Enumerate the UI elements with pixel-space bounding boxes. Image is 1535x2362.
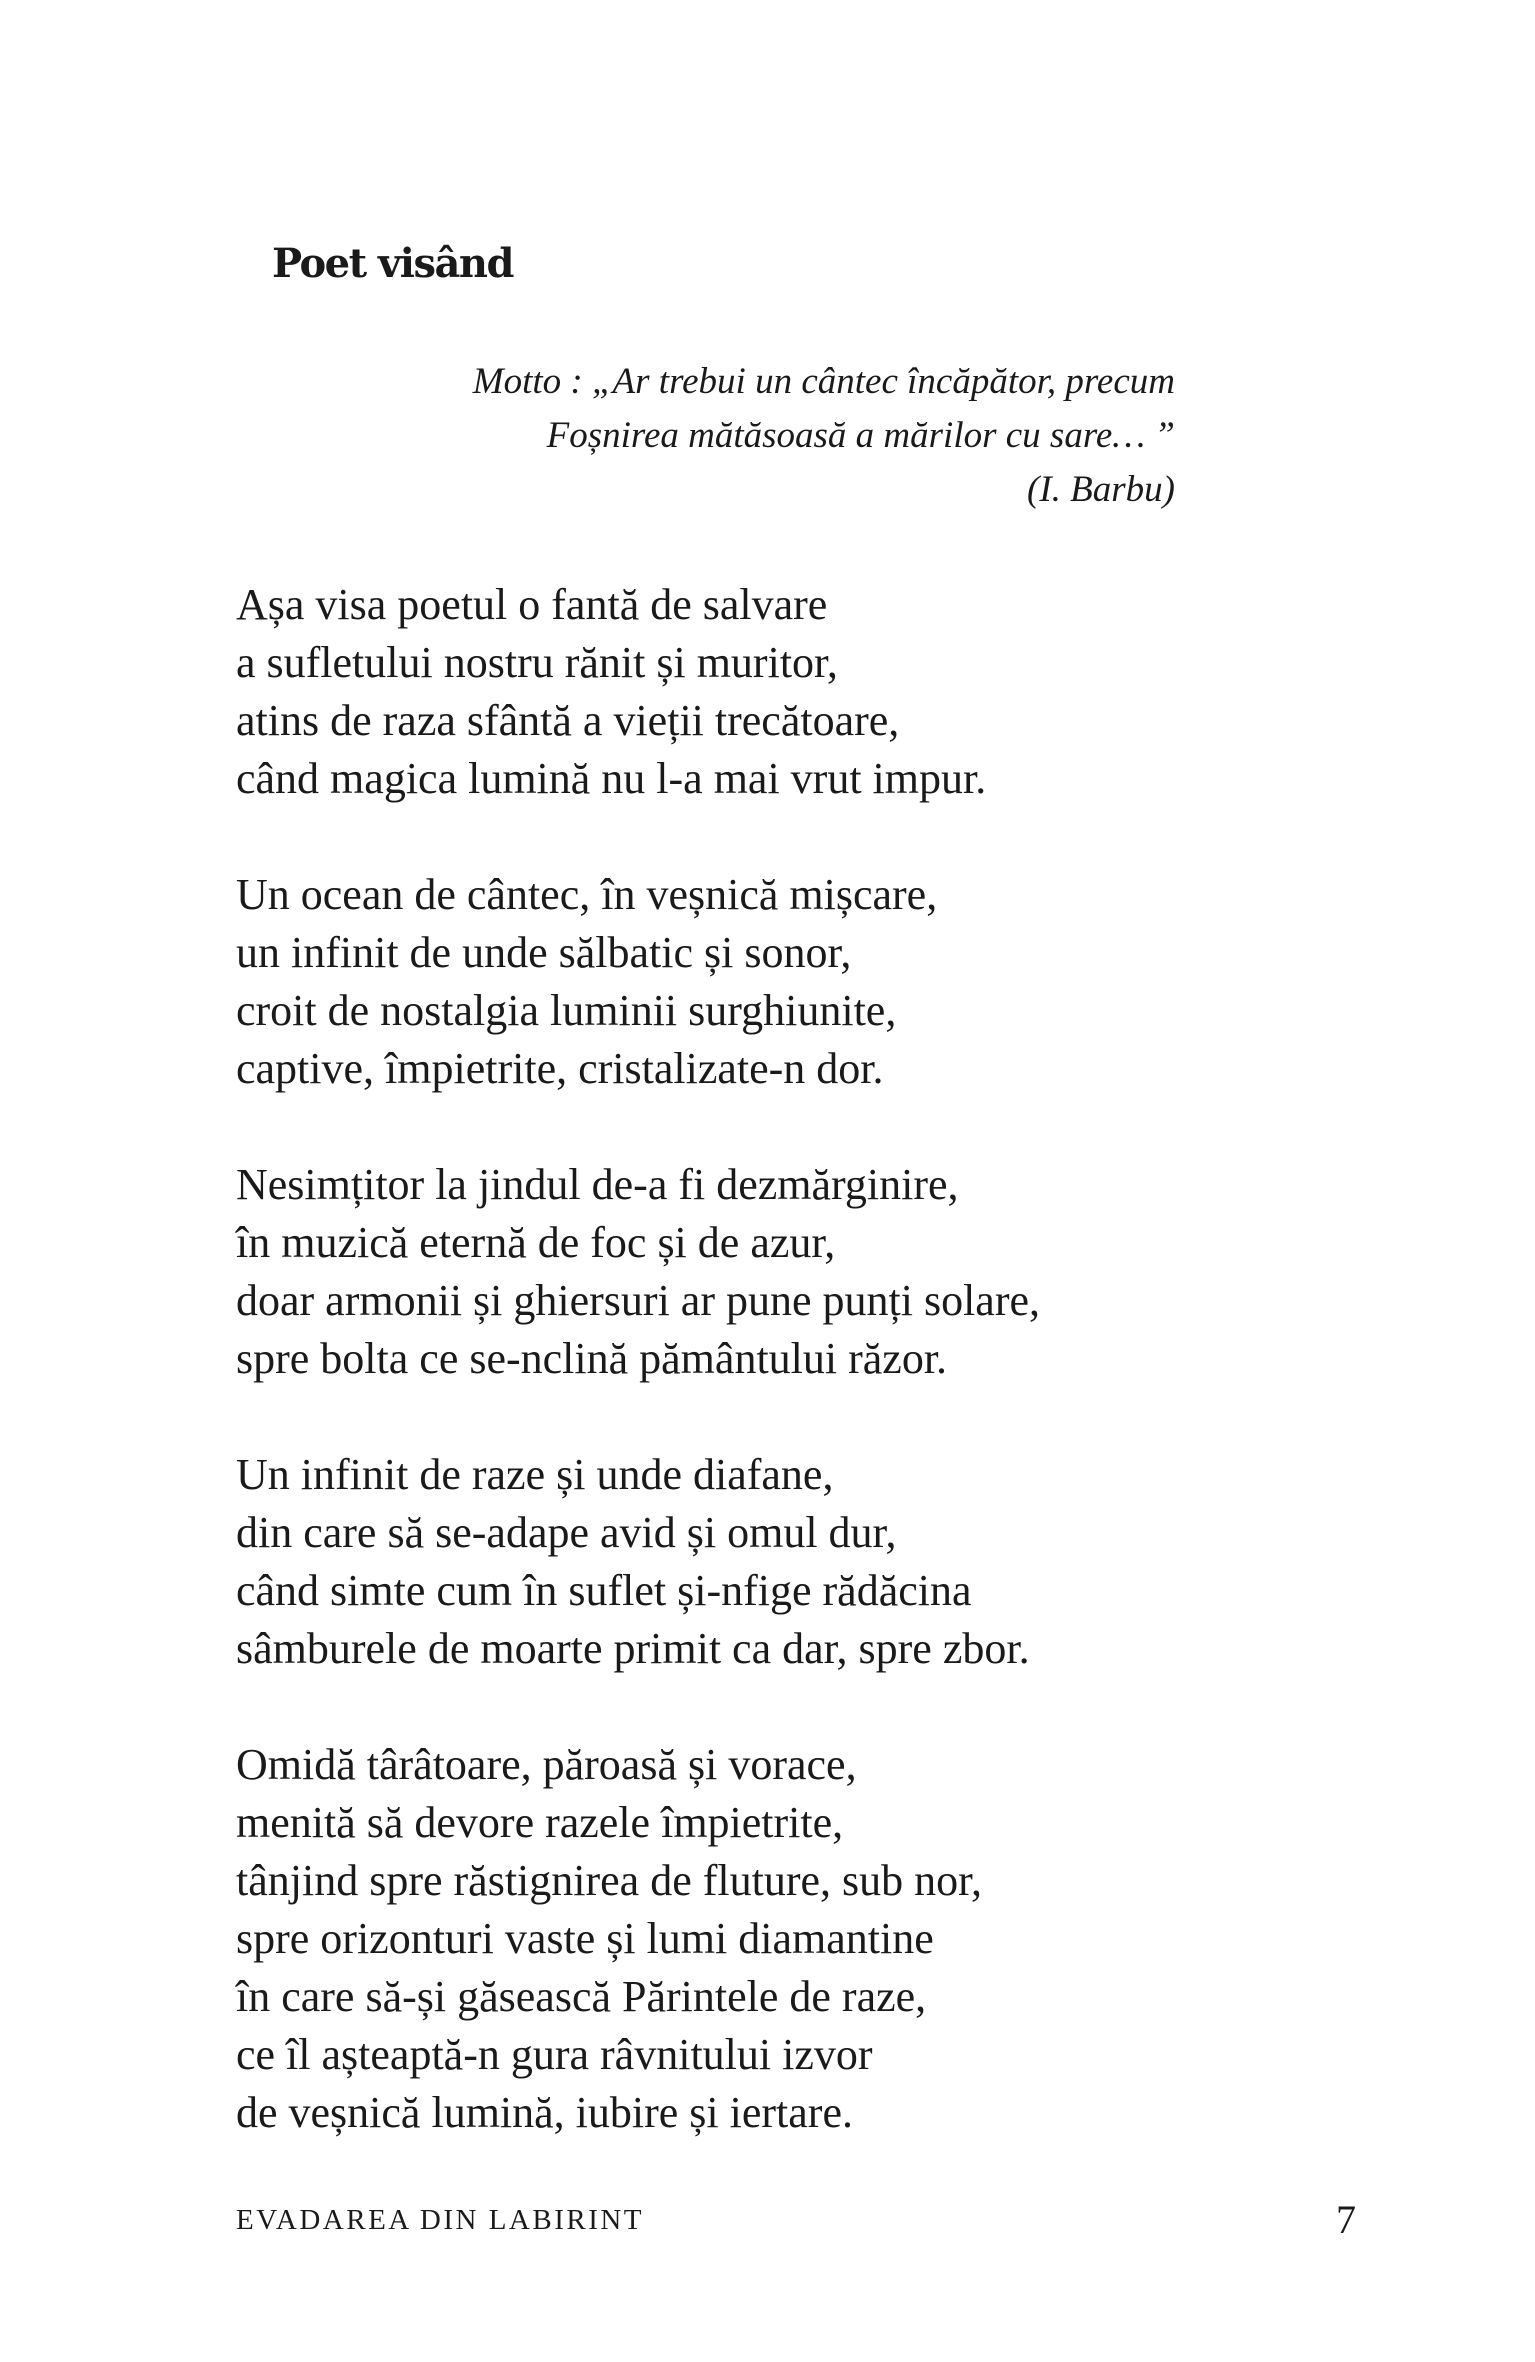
page-number: 7 bbox=[1336, 2197, 1356, 2242]
verse-line: când simte cum în suflet și-nfige rădăcina bbox=[236, 1566, 972, 1615]
motto-attribution: (I. Barbu) bbox=[1027, 469, 1175, 510]
verse-line: Un infinit de raze și unde diafane, bbox=[236, 1450, 834, 1499]
verse-line: croit de nostalgia luminii surghiunite, bbox=[236, 986, 897, 1035]
verse-line: ce îl așteaptă-n gura râvnitului izvor bbox=[236, 2030, 873, 2079]
stanza bbox=[236, 576, 1040, 808]
verse-line: a sufletului nostru rănit și muritor, bbox=[236, 638, 838, 687]
verse-line: din care să se-adape avid și omul dur, bbox=[236, 1508, 897, 1557]
verse-line: Un ocean de cântec, în veșnică mișcare, bbox=[236, 870, 938, 919]
verse-line: Omidă târâtoare, păroasă și vorace, bbox=[236, 1740, 857, 1789]
verse-line: atins de raza sfântă a vieții trecătoare, bbox=[236, 696, 900, 745]
verse-line: de veșnică lumină, iubire și iertare. bbox=[236, 2088, 853, 2137]
motto-line: Motto : „Ar trebui un cântec încăpător, precum bbox=[472, 361, 1175, 402]
verse-line: un infinit de unde sălbatic și sonor, bbox=[236, 928, 852, 977]
running-footer-book-title: EVADAREA DIN LABIRINT bbox=[236, 2204, 645, 2236]
verse-line: sâmburele de moarte primit ca dar, spre zbor. bbox=[236, 1624, 1030, 1673]
stanza bbox=[236, 1736, 1040, 2142]
stanza bbox=[236, 1446, 1040, 1678]
motto-line: Foșnirea mătăsoasă a mărilor cu sare… ” bbox=[546, 415, 1175, 456]
poem-body bbox=[236, 576, 1040, 2200]
motto bbox=[473, 355, 1175, 517]
stanza bbox=[236, 866, 1040, 1098]
verse-line: când magica lumină nu l-a mai vrut impur. bbox=[236, 754, 987, 803]
verse-line: Așa visa poetul o fantă de salvare bbox=[236, 580, 828, 629]
poem-title: Poet visând bbox=[272, 240, 513, 287]
verse-line: în muzică eternă de foc și de azur, bbox=[236, 1218, 836, 1267]
verse-line: tânjind spre răstignirea de fluture, sub nor, bbox=[236, 1856, 983, 1905]
verse-line: spre orizonturi vaste și lumi diamantine bbox=[236, 1914, 934, 1963]
verse-line: spre bolta ce se-nclină pământului răzor. bbox=[236, 1334, 948, 1383]
verse-line: captive, împietrite, cristalizate-n dor. bbox=[236, 1044, 884, 1093]
stanza bbox=[236, 1156, 1040, 1388]
verse-line: menită să devore razele împietrite, bbox=[236, 1798, 844, 1847]
verse-line: Nesimțitor la jindul de-a fi dezmărginire, bbox=[236, 1160, 959, 1209]
verse-line: în care să-și găsească Părintele de raze, bbox=[236, 1972, 927, 2021]
verse-line: doar armonii și ghiersuri ar pune punți solare, bbox=[236, 1276, 1041, 1325]
